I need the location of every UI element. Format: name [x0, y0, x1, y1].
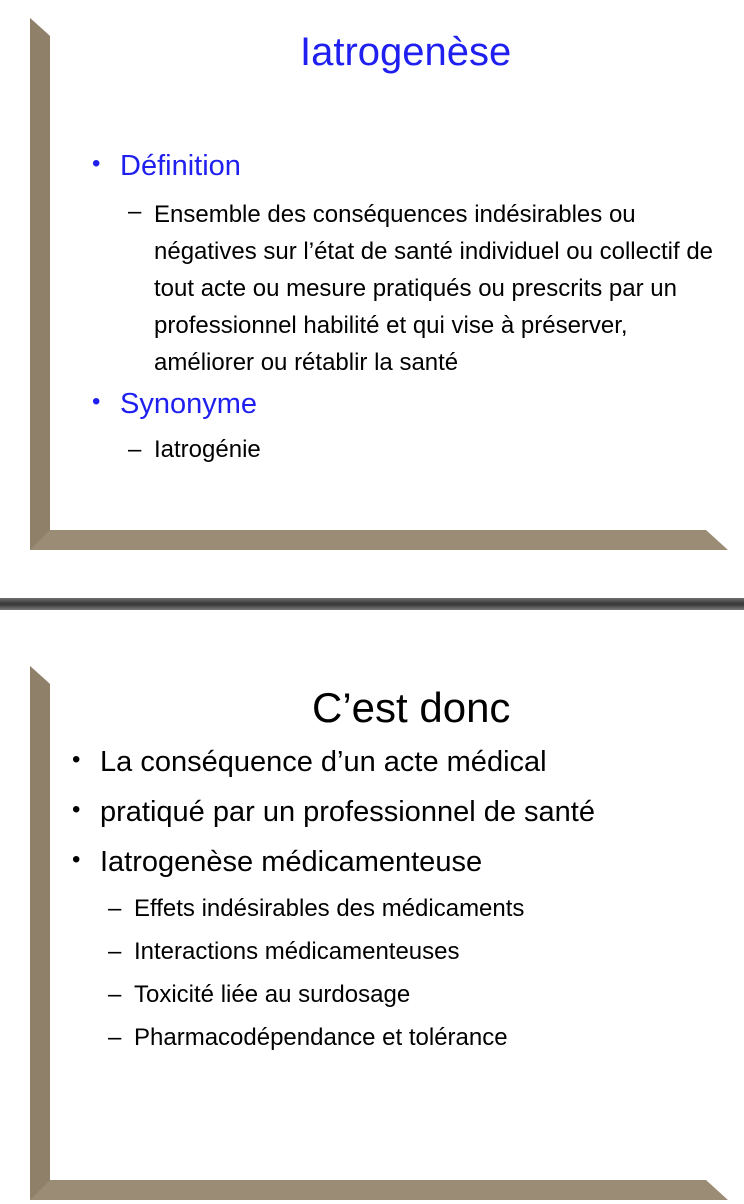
dash-icon: –	[108, 895, 122, 922]
bullet-dot-icon: •	[72, 796, 81, 823]
slide-title: C’est donc	[312, 684, 511, 731]
bullet-dot-icon: •	[72, 846, 81, 873]
slide-title: Iatrogenèse	[300, 30, 512, 74]
definition-text: Ensemble des conséquences indésirables ou négatives sur l’état de santé individuel ou collectif de tout acte ou mesure pratiqués ou prescrits par un professionnel habilité et qui vise à préserver, améliorer ou rétablir la santé	[154, 201, 714, 376]
dash-icon: –	[108, 981, 122, 1008]
slide-divider	[0, 598, 744, 610]
synonym-text: – Iatrogénie	[128, 436, 261, 463]
sub-bullet-item: – Toxicité liée au surdosage	[108, 981, 411, 1008]
bullet-item: • La conséquence d’un acte médical	[72, 746, 547, 778]
bullet-dot-icon: •	[92, 388, 101, 415]
bullet-dot-icon: •	[92, 150, 101, 177]
bullet-synonyme	[92, 388, 258, 421]
sub-bullet-item: – Effets indésirables des médicaments	[108, 895, 525, 922]
bullet-label: Définition	[120, 150, 241, 182]
sub-bullet-item: – Interactions médicamenteuses	[108, 938, 460, 965]
dash-icon: –	[108, 938, 122, 965]
slide-1	[0, 0, 744, 598]
bullet-definition	[92, 150, 241, 183]
sub-bullet-item: – Pharmacodépendance et tolérance	[108, 1024, 508, 1051]
bullet-dot-icon: •	[72, 746, 81, 773]
dash-icon: –	[128, 436, 142, 463]
bullet-item: • Iatrogenèse médicamenteuse	[72, 846, 483, 878]
bullet-item: • pratiqué par un professionnel de santé	[72, 796, 595, 828]
dash-icon: –	[128, 198, 142, 225]
dash-icon: –	[108, 1024, 122, 1051]
bullet-label: Synonyme	[120, 388, 258, 420]
